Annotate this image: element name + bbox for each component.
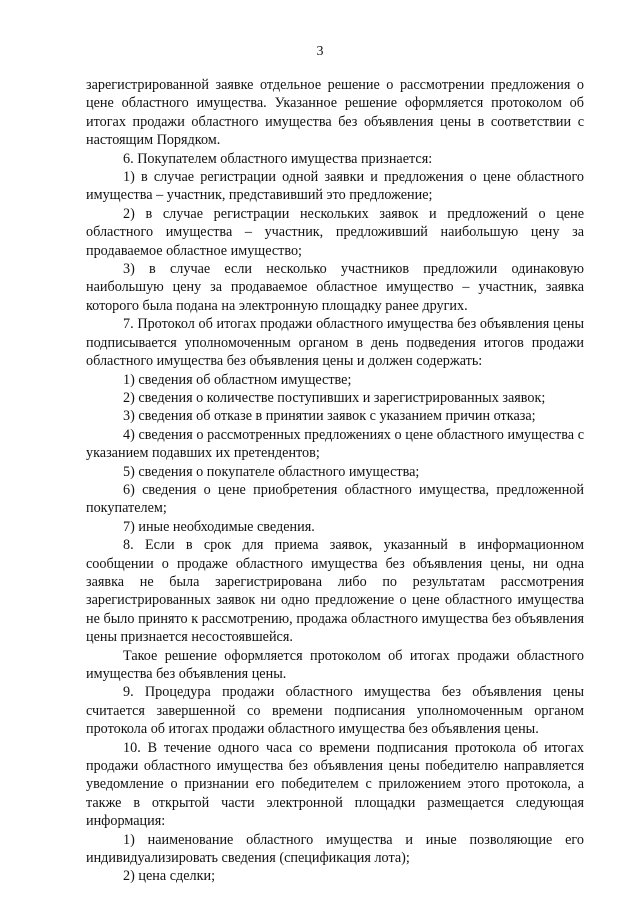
paragraph-clause-7-item-2: 2) сведения о количестве поступивших и зарегистрированных заявок; [123, 389, 546, 406]
paragraph-clause-9: 9. Процедура продажи областного имущества без объявления цены считается завершенной со времени подписания уполномоченным органом протокола об итогах продажи областного имущества без объявления цены. [86, 684, 584, 738]
paragraph-clause-7-item-4: 4) сведения о рассмотренных предложениях о цене областного имущества с указанием подавших их претендентов; [86, 426, 584, 462]
paragraph-clause-7-item-5: 5) сведения о покупателе областного имущества; [123, 463, 420, 480]
paragraph-clause-10-item-1: 1) наименование областного имущества и иные позволяющие его индивидуализировать сведения (спецификация лота); [86, 831, 584, 867]
paragraph-clause-10: 10. В течение одного часа со времени подписания протокола об итогах продажи областного имущества без объявления цены победителю направляется уведомление о признании его победителем с приложением этого протокола, а также в открытой части электронной площадки размещается следующая информация: [86, 739, 584, 830]
paragraph-clause-8: 8. Если в срок для приема заявок, указанный в информационном сообщении о продаже областного имущества без объявления цены, ни одна заявка не была зарегистрирована либо по результатам рассмотрения зарегистрированных заявок ни одно предложение о цене областного имущества не было принято к рассмотрению, продажа областного имущества без объявления цены признается несостоявшейся. [86, 537, 584, 646]
paragraph-continuation: зарегистрированной заявке отдельное решение о рассмотрении предложения о цене областного имущества. Указанное решение оформляется протоколом об итогах продажи областного имущества без объявления цены в соответствии с настоящим Порядком. [86, 77, 584, 149]
page-number: 3 [316, 44, 324, 59]
paragraph-clause-6-item-2: 2) в случае регистрации нескольких заявок и предложений о цене областного имущества – участник, предложивший наибольшую цену за продаваемое областное имущество; [86, 205, 584, 259]
paragraph-clause-7-item-7: 7) иные необходимые сведения. [123, 518, 315, 535]
paragraph-clause-7-item-1: 1) сведения об областном имуществе; [123, 371, 352, 388]
paragraph-clause-7-item-6: 6) сведения о цене приобретения областного имущества, предложенной покупателем; [86, 481, 584, 517]
paragraph-clause-7-item-3: 3) сведения об отказе в принятии заявок с указанием причин отказа; [123, 408, 536, 425]
paragraph-clause-6: 6. Покупателем областного имущества признается: [123, 150, 433, 167]
paragraph-clause-8-note: Такое решение оформляется протоколом об итогах продажи областного имущества без объявления цены. [86, 647, 584, 682]
paragraph-clause-6-item-1: 1) в случае регистрации одной заявки и предложения о цене областного имущества – участник, представивший это предложение; [86, 169, 584, 204]
paragraph-clause-7: 7. Протокол об итогах продажи областного имущества без объявления цены подписывается уполномоченным органом в день подведения итогов продажи областного имущества без объявления цены и должен содержать: [86, 316, 584, 370]
paragraph-clause-6-item-3: 3) в случае если несколько участников предложили одинаковую наибольшую цену за продаваемое областное имущество – участник, заявка которого была подана на электронную площадку ранее других. [86, 261, 584, 314]
paragraph-clause-10-item-2: 2) цена сделки; [123, 868, 216, 885]
document-body [86, 76, 584, 886]
